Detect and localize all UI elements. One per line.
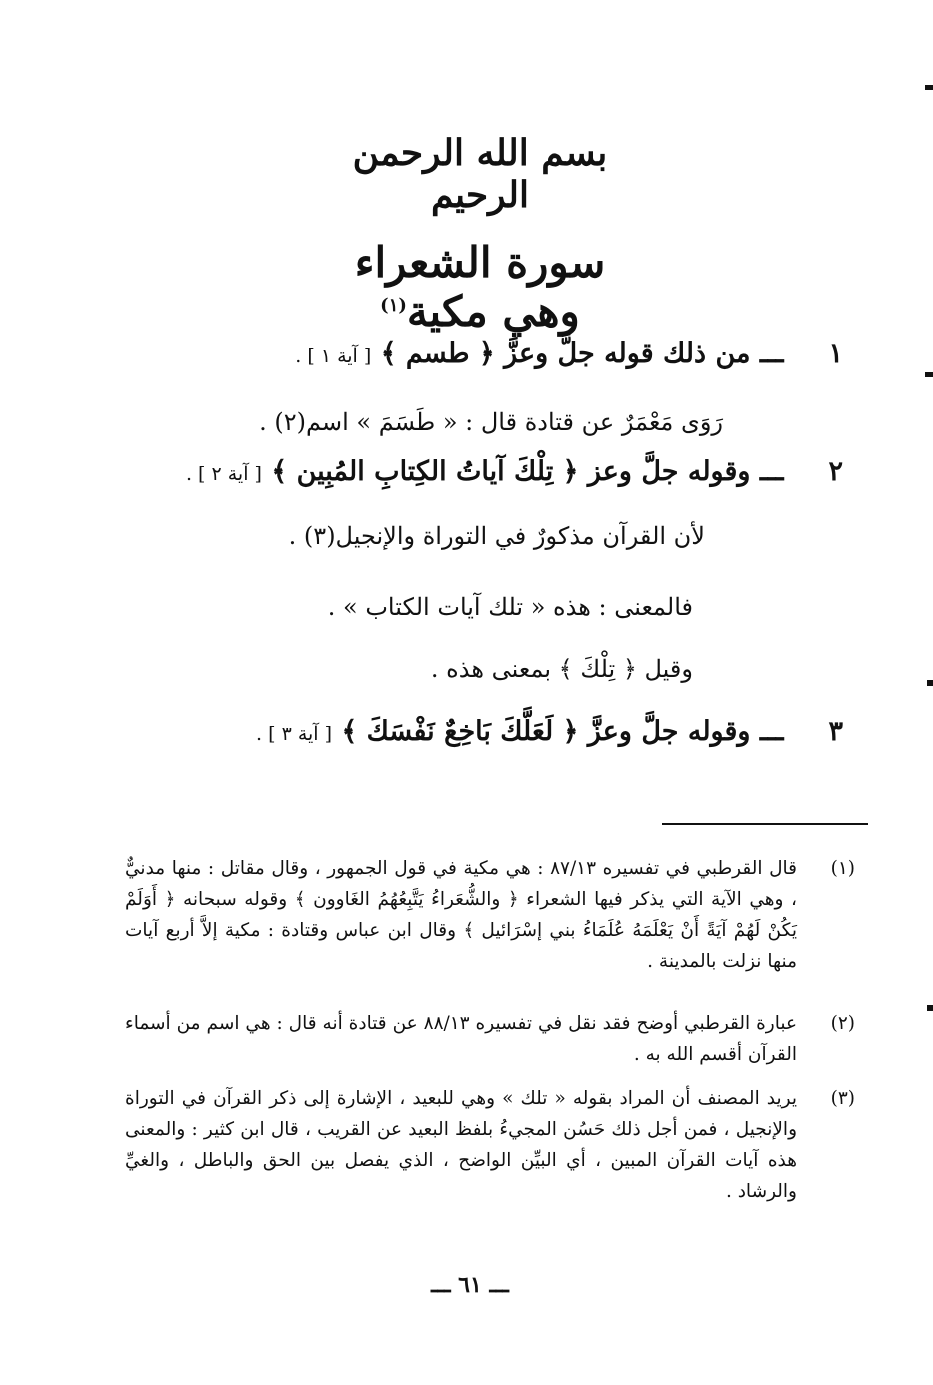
quran-quote: ﴿ تِلْكَ آياتُ الكِتابِ المُبِين ﴾	[271, 456, 579, 487]
verse-number: ١	[828, 338, 843, 369]
commentary-line: لأن القرآن مذكورٌ في التوراة والإنجيل(٣) .	[288, 522, 705, 550]
footnote-2	[125, 1008, 855, 1070]
commentary-line: وقيل ﴿ تِلْكَ ﴾ بمعنى هذه .	[430, 655, 693, 683]
footnote-1	[125, 853, 855, 977]
verse-intro: ـــ وقوله جلَّ وعز	[587, 456, 784, 487]
ayah-reference: [ آية ٢ ] .	[185, 463, 262, 485]
commentary-line: رَوَى مَعْمَرٌ عن قتادة قال : « طَسَمَ » اسم(٢) .	[259, 408, 723, 436]
surah-title	[310, 238, 650, 336]
verse-number: ٣	[828, 716, 843, 747]
quran-quote: ﴿ طسم ﴾	[380, 338, 495, 369]
surah-title-text: سورة الشعراء وهي مكية	[354, 238, 606, 336]
footnote-3	[125, 1083, 855, 1207]
scan-edge-mark	[925, 372, 933, 377]
basmala: بسم الله الرحمن الرحيم	[352, 132, 608, 216]
commentary-line: فالمعنى : هذه « تلك آيات الكتاب » .	[327, 593, 693, 621]
footnote-text: قال القرطبي في تفسيره ٨٧/١٣ : هي مكية في قول الجمهور ، وقال مقاتل : منها مدنيٌّ ، وهي الآية التي يذكر فيها الشعراء ﴿ والشُّعَراءُ يَتَّبِعُهُمُ الغَاوون ﴾ وقوله سبحانه ﴿ أَوَلَمْ يَكُنْ لَهُمْ آيَةً أَنْ يَعْلَمَهُ عُلَمَاءُ بني إسْرَائيل ﴾ وقال ابن عباس وقتادة : مكية إلاَّ أربع آيات منها نزلت بالمدينة .	[125, 858, 797, 972]
footnote-text: عبارة القرطبي أوضح فقد نقل في تفسيره ٨٨/١٣ عن قتادة أنه قال : هي اسم من أسماء القرآن أقسم الله به .	[125, 1013, 797, 1065]
footnote-number: (٢)	[830, 1013, 855, 1034]
quran-quote: ﴿ لَعَلَّكَ بَاخِعٌ نَفْسَكَ ﴾	[341, 716, 579, 747]
verse-intro: ـــ من ذلك قوله جلَّ وعزَّ	[504, 338, 784, 369]
verse-line-2	[186, 456, 843, 487]
scan-edge-mark	[925, 85, 933, 90]
scan-edge-mark	[927, 1005, 933, 1011]
page-number: ـــ ٦١ ـــ	[431, 1272, 509, 1298]
scan-edge-mark	[927, 680, 933, 686]
ayah-reference: [ آية ٣ ] .	[256, 723, 333, 745]
verse-line-3	[256, 716, 843, 747]
surah-title-footnote-ref: (١)	[380, 295, 407, 316]
verse-number: ٢	[828, 456, 843, 487]
verse-line-1	[295, 338, 843, 369]
ayah-reference: [ آية ١ ] .	[295, 345, 372, 367]
verse-intro: ـــ وقوله جلَّ وعزَّ	[587, 716, 784, 747]
footnote-separator	[662, 823, 868, 825]
footnote-number: (١)	[830, 858, 855, 879]
footnote-number: (٣)	[830, 1088, 855, 1109]
footnote-text: يريد المصنف أن المراد بقوله « تلك » وهي للبعيد ، الإشارة إلى ذكر القرآن في التوراة والإنجيل ، فمن أجل ذلك حَسُن المجيءُ بلفظ البعيد عن القريب ، قال ابن كثير : والمعنى هذه آيات القرآن المبين ، أي البيِّن الواضح ، الذي يفصل بين الحق والباطل ، والغيِّ والرشاد .	[125, 1088, 797, 1202]
